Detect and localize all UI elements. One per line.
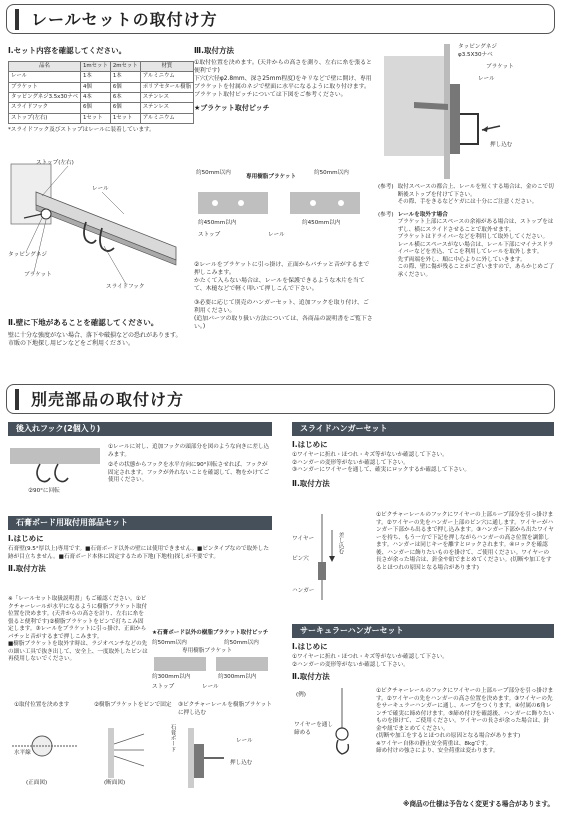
slide-insert-label: 差し込む bbox=[337, 532, 344, 555]
circular-band: サーキュラーハンガーセット bbox=[292, 624, 554, 638]
title-bar-accent bbox=[15, 389, 19, 410]
pitch-title: ★ブラケット取付ピッチ bbox=[194, 103, 270, 112]
board-pitch-50-left: 約50mm以内 bbox=[152, 640, 187, 646]
ref1-text: 取付スペースの都合上、レールを短くする場合は、金のこで切断後ストップを付けて下さい。 その際、手をきるなどケガには十分にご注意ください。 bbox=[397, 184, 554, 206]
col-2m: 2mセット bbox=[110, 62, 140, 72]
rail-assembly-figure bbox=[6, 152, 186, 312]
cell: 1セット bbox=[80, 113, 110, 123]
rail-assembly-drawing bbox=[6, 152, 186, 312]
slide-h2: Ⅱ.取付方法 bbox=[292, 478, 330, 488]
right-label-screw: タッピングネジ φ3.5X30ナベ bbox=[458, 44, 497, 58]
ref2-title: レールを取外す場合 bbox=[397, 211, 448, 218]
wall-check-section bbox=[8, 318, 188, 348]
cell: 6個 bbox=[110, 103, 140, 113]
board-p2: ※「レールセット取扱説明書」もご確認ください。①ピクチャーレールが水平になるように樹脂ブラケット取付位置を決めます。(天井からの高さを計り、左右に糸を張ると便利です)②樹脂ブラケットをピンで打ちこみ固定します。③レールをブラケットに引っ掛け、正面からパチッと音がするまで押しこみます。 ■樹脂ブラケットを取外す時は、ラジオペンチなどの先の細い工具で抜き出して、安全上、一度取外したピンは再使用しないでください。 bbox=[8, 596, 148, 663]
slide-p2: ①ピクチャーレールのフックにワイヤーの上部ループ部分を引っ掛けます。②ワイヤーの先をハンガー上部のピン穴に通します。ワイヤーがハンガー下部から出るまで押し込みます。③ハンガー下部から出たワイヤーを持ち、もう一方で下記を押しながらハンガーの高さ位置を調節します。ハンガーは同じキーを離すとロックされます。④ロックを確認後、ハンガーに飾りたいものを掛けて、ご使用ください。ワイヤーの長さが余った場合は、針金や紐でまとめてください。(切断や加工をするとほつれの原因となる場合があります) bbox=[376, 512, 554, 571]
board-rail-right bbox=[216, 657, 268, 671]
cell: ステンレス bbox=[140, 93, 193, 103]
bracket-dot bbox=[238, 200, 244, 206]
circular-example-label: (例) bbox=[296, 692, 306, 698]
hook-step1: ①レールに対し、追加フックの頭部分を図のような向きに差し込みます。 bbox=[108, 444, 270, 458]
cell: スライドフック bbox=[9, 103, 81, 113]
cell: 6個 bbox=[110, 82, 140, 92]
cell: 1セット bbox=[110, 113, 140, 123]
board-section bbox=[8, 534, 272, 574]
right-label-rail: レール bbox=[478, 76, 495, 82]
cell: アルミニウム bbox=[140, 113, 193, 123]
board-pitch-label: 専用樹脂ブラケット bbox=[182, 648, 233, 654]
cross-section-figure bbox=[378, 44, 556, 179]
bracket-dot bbox=[310, 200, 316, 206]
board-rail-left bbox=[154, 657, 206, 671]
hook-section bbox=[8, 440, 272, 506]
pitch-label: 専用樹脂ブラケット bbox=[246, 174, 297, 180]
table-row bbox=[9, 93, 194, 103]
install-step3: ③必要に応じて別売のハンガーセット、追加フックを取り付け、ご利用ください。 (追加パーツの取り扱い方法については、各商品の説明書をご覧下さい。) bbox=[194, 299, 373, 330]
cell: レール bbox=[9, 72, 81, 82]
ref2-body bbox=[398, 212, 556, 280]
parts-section bbox=[8, 46, 192, 134]
parts-heading: Ⅰ.セット内容を確認してください。 bbox=[8, 46, 127, 55]
board-pitch-300-right: 約300mm以内 bbox=[218, 674, 257, 680]
reference-2 bbox=[378, 212, 556, 280]
circular-h2: Ⅱ.取付方法 bbox=[292, 672, 330, 682]
board-board-label: 石膏ボード bbox=[169, 724, 176, 752]
board-h2: Ⅱ.取付方法 bbox=[8, 564, 46, 574]
board-band: 石膏ボード用取付用部品セット bbox=[8, 516, 272, 530]
top-section-title bbox=[6, 4, 555, 34]
right-label-bracket: ブラケット bbox=[486, 64, 514, 70]
board-level-label: 水平線 bbox=[14, 750, 31, 756]
board-fig3: ③ピクチャーレールを樹脂ブラケットに押し込む bbox=[178, 702, 272, 716]
label-screw: タッピングネジ bbox=[8, 252, 47, 258]
circular-h1: Ⅰ.はじめに bbox=[292, 642, 328, 651]
board-section-label: (断面図) bbox=[104, 780, 126, 786]
col-material: 材質 bbox=[140, 62, 193, 72]
bracket-pitch-diagram bbox=[194, 164, 364, 252]
col-name: 品名 bbox=[9, 62, 81, 72]
cell: ブラケット bbox=[9, 82, 81, 92]
table-row bbox=[9, 113, 194, 123]
hook-rotate-label: ②90°に回転 bbox=[28, 488, 60, 494]
ref1-tag: (参考) bbox=[378, 184, 394, 190]
cell: ステンレス bbox=[140, 103, 193, 113]
title-bar-accent bbox=[15, 9, 19, 30]
board-fig1: ①取付位置を決めます bbox=[14, 702, 70, 708]
hook-band: 後入れフック(2個入り) bbox=[8, 422, 272, 436]
cell: タッピングネジ3.5x30ナベ bbox=[9, 93, 81, 103]
board-pitch-title: ★石膏ボード以外の樹脂ブラケット取付ピッチ bbox=[152, 630, 269, 636]
parts-note: *スライドフック及びストップはレールに装着しています。 bbox=[8, 126, 155, 133]
board-pitch-300-left: 約300mm以内 bbox=[152, 674, 191, 680]
wall-check-heading: Ⅱ.壁に下地があることを確認してください。 bbox=[8, 318, 159, 327]
slide-section bbox=[292, 440, 554, 489]
bracket-dot bbox=[338, 200, 344, 206]
circular-p1: ①ワイヤーに折れ・ほつれ・キズ等がないか確認して下さい。 ②ハンガーの変形等がないか確認して下さい。 bbox=[292, 654, 448, 668]
slide-wire-label: ワイヤー bbox=[292, 536, 315, 542]
cell: 1本 bbox=[80, 72, 110, 82]
col-1m: 1mセット bbox=[80, 62, 110, 72]
pitch-50-left: 約50mm以内 bbox=[196, 170, 231, 176]
cross-section-drawing bbox=[378, 44, 556, 179]
pitch-450-left: 約450mm以内 bbox=[198, 220, 237, 226]
cell: 6本 bbox=[110, 93, 140, 103]
board-pitch-rail: レール bbox=[202, 684, 219, 690]
pitch-450-right: 約450mm以内 bbox=[302, 220, 341, 226]
rail-block-right bbox=[290, 192, 360, 214]
slide-p1: ①ワイヤーに折れ・ほつれ・キズ等がないか確認して下さい。 ②ハンガーの変形等がないか確認して下さい。 ③ハンガーにワイヤーを通して、確実にロックするか確認して下さい。 bbox=[292, 452, 471, 474]
board-rail-label: レール bbox=[236, 738, 253, 744]
label-slide-hook: スライドフック bbox=[106, 284, 145, 290]
circular-p2: ①ピクチャーレールのフックにワイヤーの上部ループ部分を引っ掛けます。②ワイヤーの先をハンガーの高さ位置を決めます。③ワイヤーの先をサーキュラーハンガーに通し、ループをつくります。④付属の6角レンチで確実に締め付けます。⑤締め付けを確認後、ハンガーに飾りたいものを掛けて、ご使用ください。ワイヤーの長さが余った場合は、針金や紐でまとめてください。 (切断や加工をするとほつれの原因となる場合があります) ※ワイヤー自体の静止安全荷重は、8kgです。 締め付けの強さにより、安全荷重は変わります。 bbox=[376, 688, 554, 755]
slide-figure bbox=[292, 510, 372, 610]
right-label-push: 押し込む bbox=[490, 142, 513, 148]
cell: 1本 bbox=[110, 72, 140, 82]
pitch-rail-label: レール bbox=[268, 232, 285, 238]
circular-section bbox=[292, 642, 554, 682]
install-section bbox=[194, 46, 374, 113]
board-pitch-stop: ストップ bbox=[152, 684, 175, 690]
wall-check-body: 壁に十分な強度がない場合、落下や破損などの恐れがあります。 市販の下地探し用ピンなどをご利用ください。 bbox=[8, 332, 182, 348]
footer-note: ※商品の仕様は予告なく変更する場合があります。 bbox=[403, 800, 554, 808]
parts-table bbox=[8, 61, 194, 124]
table-row bbox=[9, 82, 194, 92]
pitch-50-right: 約50mm以内 bbox=[314, 170, 349, 176]
board-pitch-diagram bbox=[152, 630, 272, 698]
reference-1 bbox=[378, 184, 556, 207]
ref2-text: ブラケット上部にスペースの余裕がある場合は、ストップをはずし、横にスライドさせることで取外せます。 ブラケットはドライバーなどを利用して取外してください。 レール横にスペースがない場合は、レール下部にマイナスドライバーなどを差込、てこを利用してレールを取外します。 先ず両端を外し、順に中心よりに外していきます。 この際、壁に傷が残ることがございますので、あらかじめご了承ください。 bbox=[397, 219, 555, 279]
table-row bbox=[9, 72, 194, 82]
board-p1: 石膏壁(9.5°厚以上)専用です。■石膏ボード以外の壁には使用できません。■ピンタイプなので取外した跡が目立ちません。■石膏ボード本体に固定するため下地(下地柱)探しが不要です。 bbox=[8, 546, 269, 560]
install-heading: Ⅲ.取付方法 bbox=[194, 46, 234, 55]
accessories-title: 別売部品の取付け方 bbox=[31, 390, 185, 409]
cell: 4本 bbox=[80, 93, 110, 103]
page-title: レールセットの取付け方 bbox=[31, 10, 218, 29]
board-push-label: 押し込む bbox=[230, 760, 253, 766]
bracket-dot bbox=[212, 200, 218, 206]
install-steps-2-3 bbox=[194, 262, 374, 332]
circular-wire-label: ワイヤーを通し締める bbox=[294, 722, 333, 736]
install-step2: ②レールをブラケットに引っ掛け、正面からパチッと音がするまで押しこみます。 かたくて入らない場合は、レールを保護できるような木片を当てて、木槌などで軽く叩いて押しこんで下さい。 bbox=[194, 262, 370, 292]
cell: アルミニウム bbox=[140, 72, 193, 82]
board-fig2: ②樹脂ブラケットをピンで固定 bbox=[94, 702, 172, 708]
board-h1: Ⅰ.はじめに bbox=[8, 534, 44, 543]
board-front-label: (正面図) bbox=[26, 780, 48, 786]
slide-hanger-label: ハンガー bbox=[292, 588, 315, 594]
label-bracket: ブラケット bbox=[24, 272, 52, 278]
slide-band: スライドハンガーセット bbox=[292, 422, 554, 436]
bottom-section-title bbox=[6, 384, 555, 414]
pitch-stop-label: ストップ bbox=[198, 232, 221, 238]
label-rail: レール bbox=[92, 186, 109, 192]
table-row bbox=[9, 103, 194, 113]
cell: 4個 bbox=[80, 82, 110, 92]
board-figures bbox=[8, 702, 272, 796]
cell: 6個 bbox=[80, 103, 110, 113]
install-step1: ①取付位置を決めます。(天井からの高さを測り、左右に糸を張ると便利です) 下穴(穴径φ2.8mm、深さ25mm程度)をキリなどで壁に開け、専用ブラケットを付属のネジで壁面に水平になるように取り付けます。 ブラケット取付ピッチについては下図をご参考ください。 bbox=[194, 60, 372, 98]
reference-notes bbox=[378, 184, 556, 280]
label-stop: ストップ(左右) bbox=[36, 160, 74, 166]
parts-header-row bbox=[9, 62, 194, 72]
rail-block-left bbox=[198, 192, 268, 214]
slide-h1: Ⅰ.はじめに bbox=[292, 440, 328, 449]
hook-step2: ②その状態からフックを水平方向に90°回転させれば、フックが固定されます。フックが外れないことを確認して、物をかけてご使用ください。 bbox=[108, 462, 270, 484]
slide-pin-label: ピン穴 bbox=[292, 556, 309, 562]
cell: ポリアセタール樹脂 bbox=[140, 82, 193, 92]
ref2-tag: (参考) bbox=[378, 211, 394, 218]
circular-figure bbox=[292, 688, 372, 758]
board-pitch-50-right: 約50mm以内 bbox=[224, 640, 259, 646]
cell: ストップ(左右) bbox=[9, 113, 81, 123]
